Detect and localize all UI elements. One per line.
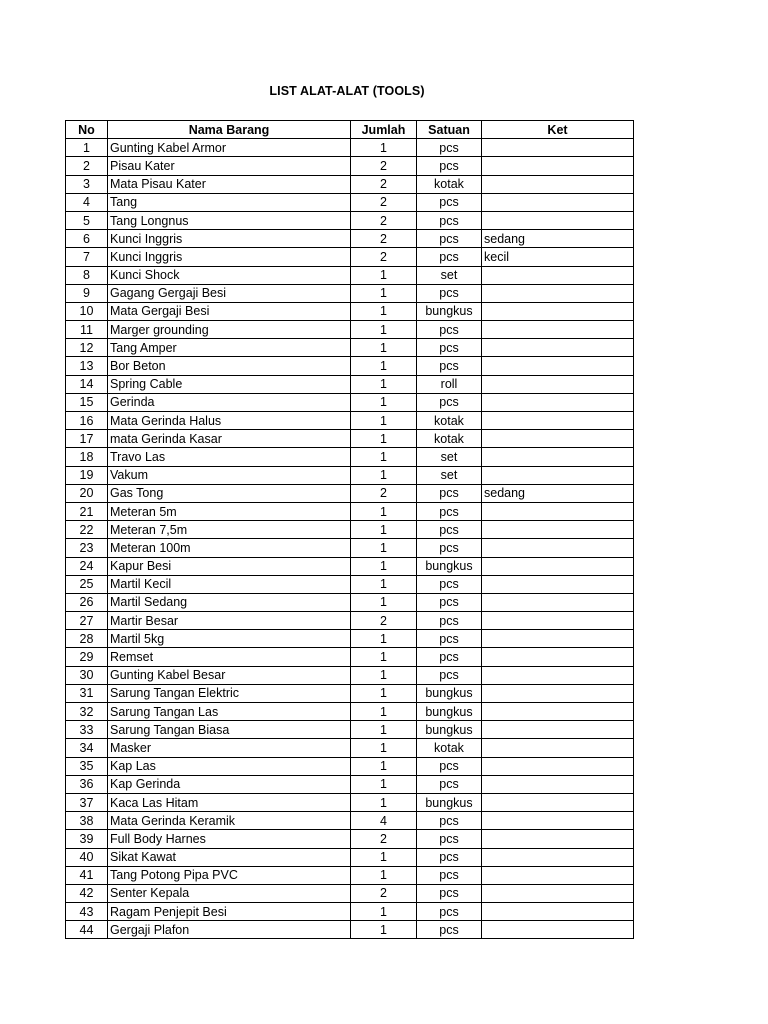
table-row [66,284,634,302]
cell-jumlah: 1 [351,848,417,866]
table-row [66,884,634,902]
table-row [66,630,634,648]
cell-no: 13 [66,357,108,375]
cell-nama-barang: Gunting Kabel Armor [108,139,351,157]
table-row [66,466,634,484]
table-row [66,357,634,375]
header-nama-barang: Nama Barang [108,121,351,139]
cell-ket [482,284,634,302]
cell-nama-barang: Sarung Tangan Las [108,703,351,721]
cell-no: 12 [66,339,108,357]
cell-ket [482,812,634,830]
cell-nama-barang: Meteran 7,5m [108,521,351,539]
cell-jumlah: 1 [351,448,417,466]
cell-satuan: pcs [417,612,482,630]
cell-jumlah: 1 [351,139,417,157]
table-row [66,157,634,175]
cell-satuan: pcs [417,339,482,357]
cell-nama-barang: Pisau Kater [108,157,351,175]
cell-satuan: pcs [417,666,482,684]
cell-jumlah: 1 [351,757,417,775]
cell-jumlah: 1 [351,793,417,811]
cell-ket [482,321,634,339]
cell-no: 31 [66,684,108,702]
cell-nama-barang: Mata Gergaji Besi [108,302,351,320]
cell-ket [482,648,634,666]
cell-ket [482,848,634,866]
table-row [66,793,634,811]
cell-ket [482,921,634,939]
cell-nama-barang: Vakum [108,466,351,484]
cell-ket [482,557,634,575]
cell-satuan: pcs [417,903,482,921]
cell-jumlah: 1 [351,430,417,448]
cell-no: 19 [66,466,108,484]
table-row [66,866,634,884]
cell-satuan: pcs [417,502,482,520]
table-row [66,903,634,921]
cell-satuan: pcs [417,193,482,211]
header-satuan: Satuan [417,121,482,139]
cell-nama-barang: Gas Tong [108,484,351,502]
cell-satuan: pcs [417,139,482,157]
cell-nama-barang: Masker [108,739,351,757]
cell-no: 41 [66,866,108,884]
cell-satuan: pcs [417,211,482,229]
cell-ket [482,612,634,630]
cell-nama-barang: Martil 5kg [108,630,351,648]
cell-no: 24 [66,557,108,575]
cell-ket [482,466,634,484]
cell-ket [482,757,634,775]
cell-nama-barang: Kaca Las Hitam [108,793,351,811]
cell-jumlah: 1 [351,521,417,539]
cell-nama-barang: Martir Besar [108,612,351,630]
cell-ket [482,884,634,902]
cell-nama-barang: Martil Sedang [108,593,351,611]
cell-no: 6 [66,230,108,248]
cell-satuan: bungkus [417,302,482,320]
table-row [66,502,634,520]
table-row [66,339,634,357]
cell-satuan: pcs [417,321,482,339]
cell-ket [482,266,634,284]
cell-ket [482,775,634,793]
cell-satuan: set [417,448,482,466]
cell-nama-barang: Kap Las [108,757,351,775]
cell-jumlah: 1 [351,648,417,666]
table-row [66,230,634,248]
cell-satuan: pcs [417,521,482,539]
cell-ket [482,721,634,739]
cell-ket [482,139,634,157]
cell-no: 20 [66,484,108,502]
cell-ket [482,448,634,466]
cell-nama-barang: Remset [108,648,351,666]
cell-no: 14 [66,375,108,393]
table-row [66,266,634,284]
cell-jumlah: 2 [351,211,417,229]
cell-nama-barang: Gerinda [108,393,351,411]
cell-jumlah: 1 [351,575,417,593]
cell-jumlah: 2 [351,612,417,630]
table-row [66,302,634,320]
cell-no: 38 [66,812,108,830]
cell-no: 42 [66,884,108,902]
cell-no: 3 [66,175,108,193]
cell-no: 8 [66,266,108,284]
cell-no: 30 [66,666,108,684]
table-row [66,484,634,502]
cell-no: 39 [66,830,108,848]
cell-jumlah: 1 [351,502,417,520]
cell-nama-barang: Kap Gerinda [108,775,351,793]
cell-satuan: bungkus [417,721,482,739]
cell-satuan: pcs [417,357,482,375]
cell-no: 21 [66,502,108,520]
cell-nama-barang: Gunting Kabel Besar [108,666,351,684]
table-row [66,721,634,739]
cell-jumlah: 1 [351,593,417,611]
cell-ket [482,684,634,702]
cell-no: 34 [66,739,108,757]
cell-satuan: pcs [417,539,482,557]
cell-ket [482,393,634,411]
cell-no: 28 [66,630,108,648]
cell-no: 16 [66,412,108,430]
cell-nama-barang: Mata Gerinda Keramik [108,812,351,830]
cell-satuan: kotak [417,412,482,430]
cell-jumlah: 1 [351,339,417,357]
cell-nama-barang: Sikat Kawat [108,848,351,866]
cell-nama-barang: Kunci Inggris [108,230,351,248]
cell-satuan: bungkus [417,684,482,702]
cell-ket [482,666,634,684]
table-row [66,921,634,939]
table-row [66,175,634,193]
cell-ket [482,339,634,357]
cell-ket [482,157,634,175]
table-row [66,375,634,393]
cell-satuan: kotak [417,175,482,193]
cell-nama-barang: Full Body Harnes [108,830,351,848]
cell-satuan: pcs [417,284,482,302]
cell-nama-barang: Spring Cable [108,375,351,393]
cell-jumlah: 1 [351,666,417,684]
cell-ket [482,502,634,520]
cell-ket [482,302,634,320]
cell-no: 7 [66,248,108,266]
cell-no: 22 [66,521,108,539]
cell-satuan: pcs [417,848,482,866]
cell-satuan: pcs [417,830,482,848]
cell-nama-barang: Sarung Tangan Elektric [108,684,351,702]
cell-ket [482,703,634,721]
table-row [66,521,634,539]
table-row [66,412,634,430]
table-row [66,739,634,757]
table-row [66,593,634,611]
cell-satuan: pcs [417,757,482,775]
cell-jumlah: 2 [351,157,417,175]
cell-ket [482,830,634,848]
cell-satuan: pcs [417,593,482,611]
cell-no: 26 [66,593,108,611]
cell-jumlah: 1 [351,775,417,793]
cell-nama-barang: Kapur Besi [108,557,351,575]
cell-satuan: pcs [417,866,482,884]
cell-jumlah: 1 [351,393,417,411]
cell-no: 11 [66,321,108,339]
cell-jumlah: 1 [351,266,417,284]
cell-no: 4 [66,193,108,211]
cell-no: 23 [66,539,108,557]
cell-ket [482,375,634,393]
cell-nama-barang: Bor Beton [108,357,351,375]
cell-nama-barang: Martil Kecil [108,575,351,593]
table-row [66,539,634,557]
cell-nama-barang: Kunci Inggris [108,248,351,266]
cell-no: 18 [66,448,108,466]
table-row [66,248,634,266]
cell-satuan: pcs [417,648,482,666]
table-row [66,812,634,830]
cell-jumlah: 1 [351,630,417,648]
cell-satuan: set [417,266,482,284]
cell-no: 33 [66,721,108,739]
table-row [66,612,634,630]
cell-no: 2 [66,157,108,175]
cell-nama-barang: Gergaji Plafon [108,921,351,939]
cell-ket [482,630,634,648]
cell-ket [482,739,634,757]
cell-jumlah: 2 [351,884,417,902]
cell-no: 17 [66,430,108,448]
cell-jumlah: 1 [351,284,417,302]
cell-nama-barang: Mata Pisau Kater [108,175,351,193]
tools-table [65,120,634,939]
table-row [66,648,634,666]
cell-nama-barang: Senter Kepala [108,884,351,902]
cell-no: 15 [66,393,108,411]
cell-satuan: kotak [417,430,482,448]
cell-ket [482,521,634,539]
cell-jumlah: 1 [351,903,417,921]
cell-satuan: set [417,466,482,484]
cell-jumlah: 1 [351,302,417,320]
cell-nama-barang: Ragam Penjepit Besi [108,903,351,921]
cell-nama-barang: Meteran 100m [108,539,351,557]
cell-satuan: pcs [417,812,482,830]
cell-ket [482,175,634,193]
cell-satuan: pcs [417,884,482,902]
cell-ket [482,593,634,611]
cell-satuan: pcs [417,157,482,175]
cell-ket [482,357,634,375]
cell-ket: sedang [482,230,634,248]
cell-nama-barang: Marger grounding [108,321,351,339]
cell-ket: sedang [482,484,634,502]
table-row [66,666,634,684]
header-no: No [66,121,108,139]
cell-jumlah: 2 [351,484,417,502]
document-title: LIST ALAT-ALAT (TOOLS) [269,84,425,98]
table-row [66,139,634,157]
cell-ket [482,412,634,430]
cell-satuan: pcs [417,484,482,502]
table-body [66,139,634,939]
cell-satuan: pcs [417,630,482,648]
cell-jumlah: 1 [351,412,417,430]
cell-nama-barang: Meteran 5m [108,502,351,520]
table-row [66,703,634,721]
cell-satuan: pcs [417,921,482,939]
cell-no: 27 [66,612,108,630]
cell-no: 9 [66,284,108,302]
table-row [66,684,634,702]
table-row [66,211,634,229]
cell-no: 25 [66,575,108,593]
header-row [66,121,634,139]
cell-jumlah: 1 [351,921,417,939]
cell-ket [482,866,634,884]
table-row [66,830,634,848]
cell-satuan: pcs [417,393,482,411]
cell-nama-barang: Sarung Tangan Biasa [108,721,351,739]
cell-jumlah: 1 [351,321,417,339]
cell-no: 5 [66,211,108,229]
cell-jumlah: 2 [351,193,417,211]
cell-satuan: bungkus [417,703,482,721]
table-row [66,193,634,211]
table-row [66,757,634,775]
header-jumlah: Jumlah [351,121,417,139]
cell-nama-barang: mata Gerinda Kasar [108,430,351,448]
table-row [66,557,634,575]
cell-jumlah: 2 [351,175,417,193]
header-ket: Ket [482,121,634,139]
cell-ket [482,211,634,229]
cell-no: 29 [66,648,108,666]
cell-no: 36 [66,775,108,793]
cell-no: 35 [66,757,108,775]
cell-ket [482,430,634,448]
table-row [66,775,634,793]
table-row [66,430,634,448]
cell-satuan: kotak [417,739,482,757]
cell-jumlah: 1 [351,375,417,393]
cell-satuan: pcs [417,248,482,266]
cell-nama-barang: Tang Potong Pipa PVC [108,866,351,884]
cell-jumlah: 1 [351,703,417,721]
cell-jumlah: 2 [351,230,417,248]
table-row [66,448,634,466]
cell-satuan: pcs [417,575,482,593]
cell-satuan: pcs [417,775,482,793]
cell-nama-barang: Kunci Shock [108,266,351,284]
cell-no: 40 [66,848,108,866]
cell-ket [482,575,634,593]
table-row [66,575,634,593]
table-row [66,321,634,339]
cell-nama-barang: Mata Gerinda Halus [108,412,351,430]
table-header [66,121,634,139]
cell-nama-barang: Tang Longnus [108,211,351,229]
cell-jumlah: 1 [351,739,417,757]
cell-jumlah: 1 [351,684,417,702]
cell-satuan: bungkus [417,793,482,811]
cell-ket [482,793,634,811]
cell-jumlah: 2 [351,830,417,848]
table-row [66,848,634,866]
cell-jumlah: 1 [351,866,417,884]
cell-no: 37 [66,793,108,811]
cell-satuan: roll [417,375,482,393]
cell-no: 1 [66,139,108,157]
cell-no: 43 [66,903,108,921]
cell-jumlah: 1 [351,466,417,484]
cell-jumlah: 2 [351,248,417,266]
cell-nama-barang: Travo Las [108,448,351,466]
cell-ket [482,193,634,211]
cell-nama-barang: Tang Amper [108,339,351,357]
cell-jumlah: 1 [351,539,417,557]
cell-jumlah: 4 [351,812,417,830]
cell-no: 32 [66,703,108,721]
cell-no: 10 [66,302,108,320]
cell-jumlah: 1 [351,357,417,375]
cell-nama-barang: Tang [108,193,351,211]
cell-ket [482,903,634,921]
cell-no: 44 [66,921,108,939]
cell-jumlah: 1 [351,557,417,575]
cell-satuan: pcs [417,230,482,248]
cell-jumlah: 1 [351,721,417,739]
table-row [66,393,634,411]
cell-satuan: bungkus [417,557,482,575]
cell-nama-barang: Gagang Gergaji Besi [108,284,351,302]
cell-ket [482,539,634,557]
cell-ket: kecil [482,248,634,266]
